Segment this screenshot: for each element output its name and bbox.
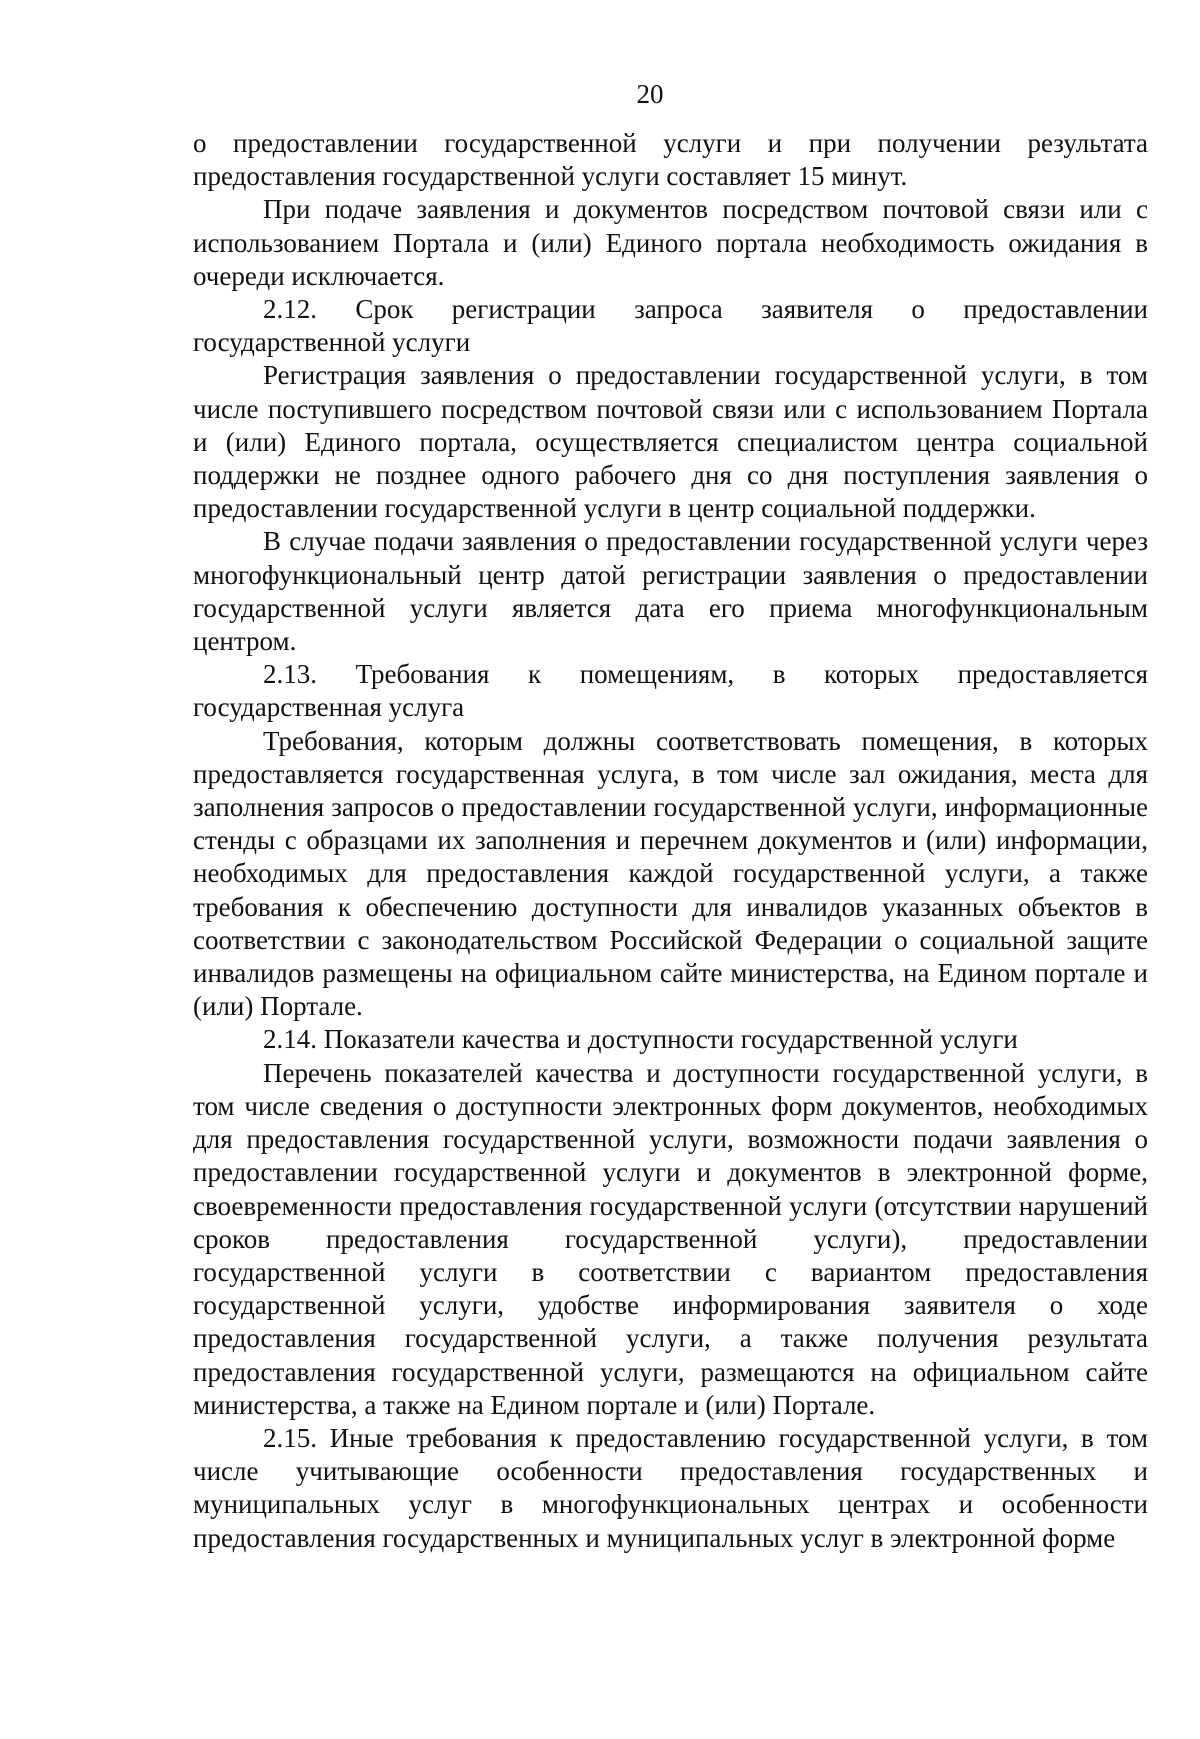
paragraph-waiting-time-end: о предоставлении государственной услуги и при получении результата предоставления государственной услуги составляет 15 минут. (193, 128, 1148, 192)
section-heading-2-14: 2.14. Показатели качества и доступности государственной услуги (263, 1024, 1018, 1055)
paragraph-registration: Регистрация заявления о предоставлении государственной услуги, в том числе поступившего посредством почтовой связи или с использованием Портала и (или) Единого портала, осуществляется специалистом центра социальной поддержки не позднее одного рабочего дня со дня поступления заявления о предоставлении государственной услуги в центр социальной поддержки. (193, 360, 1148, 524)
paragraph-quality-indicators: Перечень показателей качества и доступности государственной услуги, в том числе сведения о доступности электронных форм документов, необходимых для предоставления государственной услуги, возможности подачи заявления о предоставлении государственной услуги и документов в электронной форме, своевременности предоставления государственной услуги (отсутствии нарушений сроков предоставления государственной услуги), предоставлении государственной услуги в соответствии с вариантом предоставления государственной услуги, удобстве информирования заявителя о ходе предоставления государственной услуги, а также получения результата предоставления государственной услуги, размещаются на официальном сайте министерства, а также на Едином портале и (или) Портале. (193, 1057, 1148, 1420)
section-heading-2-15: 2.15. Иные требования к предоставлению государственной услуги, в том числе учитывающие особенности предоставления государственных и муниципальных услуг в многофункциональных центрах и особенности предоставления государственных и муниципальных услуг в электронной форме (193, 1422, 1148, 1553)
section-heading-2-12: 2.12. Срок регистрации запроса заявителя о предоставлении государственной услуги (193, 294, 1148, 358)
paragraph-mfc-registration: В случае подачи заявления о предоставлении государственной услуги через многофункциональный центр датой регистрации заявления о предоставлении государственной услуги является дата его приема многофункциональным центром. (193, 526, 1148, 657)
section-heading-2-13: 2.13. Требования к помещениям, в которых предоставляется государственная услуга (193, 659, 1148, 723)
paragraph-postal-submission: При подаче заявления и документов посредством почтовой связи или с использованием Портала и (или) Единого портала необходимость ожидания в очереди исключается. (193, 194, 1148, 291)
page-number: 20 (636, 79, 664, 109)
paragraph-premises-requirements: Требования, которым должны соответствовать помещения, в которых предоставляется государственная услуга, в том числе зал ожидания, места для заполнения запросов о предоставлении государственной услуги, информационные стенды с образцами их заполнения и перечнем документов и (или) информации, необходимых для предоставления каждой государственной услуги, а также требования к обеспечению доступности для инвалидов указанных объектов в соответствии с законодательством Российской Федерации о социальной защите инвалидов размещены на официальном сайте министерства, на Едином портале и (или) Портале. (193, 725, 1148, 1022)
document-body (193, 127, 1148, 1555)
